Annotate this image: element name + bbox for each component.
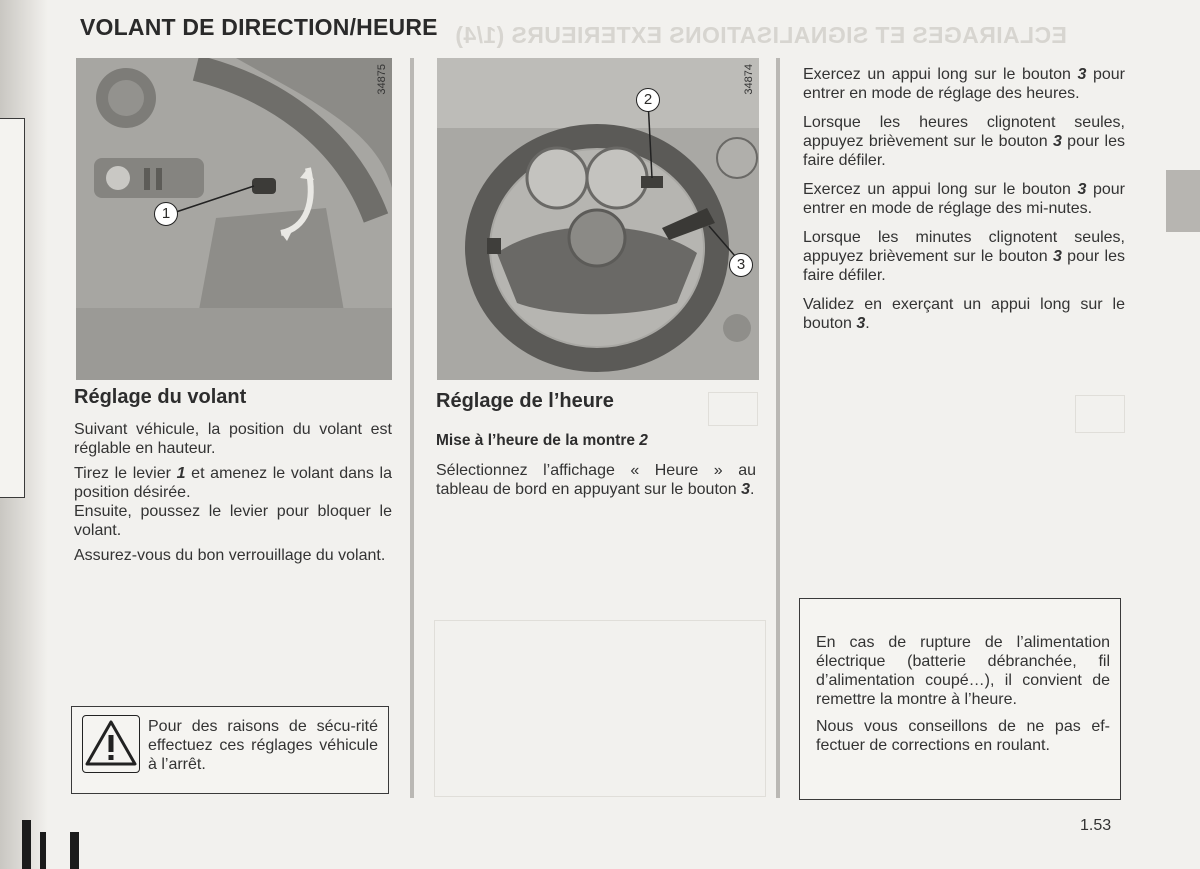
ghost-title: ECLAIRAGES ET SIGNALISATIONS EXTERIEURS (1/4) [455, 22, 1067, 48]
figure-number-left: 34875 [376, 64, 388, 95]
ghost-icon-box [708, 392, 758, 426]
column3-p2-num: 3 [1052, 133, 1062, 150]
subheading-set-clock-num: 2 [639, 432, 648, 449]
callout-3: 3 [729, 253, 753, 277]
column3-paragraph-5 [803, 295, 1125, 333]
column1-text [74, 420, 392, 565]
warning-text: Pour des raisons de sécu-rité effectuez ces réglages véhicule à l’arrêt. [148, 718, 378, 773]
column3-paragraph-2 [803, 113, 1125, 170]
column3-p1-b: pour entrer en mode de réglage des heures. [803, 66, 1126, 102]
column3-p5-b: . [865, 315, 870, 332]
column3-p4-a: Lorsque les minutes clignotent seules, appuyez brièvement sur le bouton [803, 229, 1125, 265]
column3-p2-b: pour les faire défiler. [803, 133, 1125, 169]
safety-warning-box [71, 706, 389, 794]
ghost-box [434, 620, 766, 797]
column-rule-1 [410, 58, 414, 798]
notice-paragraph-1: En cas de rupture de l’alimentation électrique (batterie débranchée, fil d’alimentation coupé…), il convient de remettre la montre à l’heure. [816, 634, 1110, 708]
figure-number-middle: 34874 [743, 64, 755, 95]
chapter-tab-marker [1166, 170, 1200, 232]
column3-p4-num: 3 [1052, 248, 1062, 265]
figure-dashboard-clock [437, 58, 759, 380]
previous-page-box-edge [0, 118, 25, 498]
callout-2: 2 [636, 88, 660, 112]
binding-mark-2 [40, 832, 46, 869]
page-number: 1.53 [1080, 817, 1112, 834]
column1-p2-num: 1 [176, 465, 186, 482]
column2-paragraph-1 [436, 461, 756, 499]
column1-p2-b: et amenez le volant dans la position désirée. [74, 465, 393, 501]
column2-p1-b: . [750, 481, 755, 498]
callout-1: 1 [154, 202, 178, 226]
column1-p2-a: Tirez le levier [74, 465, 177, 482]
column3-p2-a: Lorsque les heures clignotent seules, appuyez brièvement sur le bouton [803, 114, 1125, 150]
warning-icon-frame [82, 715, 140, 773]
page-title: VOLANT DE DIRECTION/HEURE [80, 14, 438, 40]
notice-text [816, 633, 1110, 755]
column1-paragraph-4: Assurez-vous du bon verrouillage du volant. [74, 547, 386, 564]
column2-p1-a: Sélectionnez l’affichage « Heure » au tableau de bord en appuyant sur le bouton [436, 462, 756, 498]
column3-p1-num: 3 [1077, 66, 1087, 83]
steering-wheel-illustration [437, 58, 759, 380]
column3-p3-num: 3 [1077, 181, 1087, 198]
heading-clock-adjustment: Réglage de l’heure [436, 390, 614, 412]
notice-paragraph-2: Nous vous conseillons de ne pas ef-fectuer de corrections en roulant. [816, 718, 1110, 754]
column3-paragraph-1 [803, 65, 1125, 103]
column-rule-2 [776, 58, 780, 798]
figure-steering-lever [76, 58, 392, 380]
power-failure-notice-box [799, 598, 1121, 800]
warning-triangle-icon [83, 716, 139, 772]
subheading-set-clock [436, 432, 648, 450]
column3-p5-num: 3 [856, 315, 866, 332]
steering-lever-illustration [76, 58, 392, 380]
column3-p3-b: pour entrer en mode de réglage des mi-nutes. [803, 181, 1126, 217]
column3-p3-a: Exercez un appui long sur le bouton [803, 181, 1078, 198]
ghost-icon-box-2 [1075, 395, 1125, 433]
column3-paragraph-3 [803, 180, 1125, 218]
column3-p5-a: Validez en exerçant un appui long sur le bouton [803, 296, 1125, 332]
binding-mark-3 [70, 832, 79, 869]
subheading-set-clock-text: Mise à l’heure de la montre [436, 432, 640, 449]
column2-p1-num: 3 [741, 481, 751, 498]
column3-p4-b: pour les faire défiler. [803, 248, 1125, 284]
column1-paragraph-2 [74, 464, 392, 502]
binding-mark-1 [22, 820, 31, 869]
heading-steering-adjustment: Réglage du volant [74, 386, 247, 408]
column1-paragraph-3: Ensuite, poussez le levier pour bloquer le volant. [74, 503, 392, 539]
column3-paragraph-4 [803, 228, 1125, 285]
column3-p1-a: Exercez un appui long sur le bouton [803, 66, 1078, 83]
column3-text [803, 65, 1125, 333]
column1-paragraph-1: Suivant véhicule, la position du volant est réglable en hauteur. [74, 421, 392, 457]
